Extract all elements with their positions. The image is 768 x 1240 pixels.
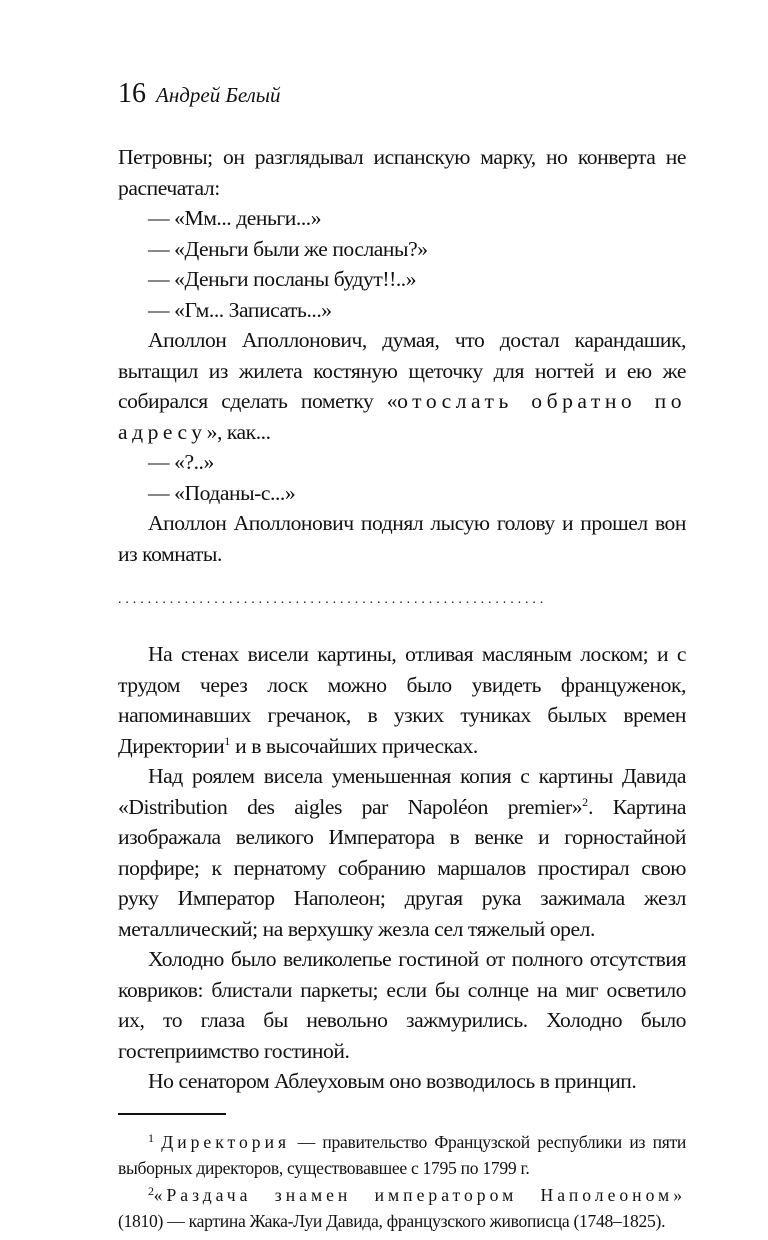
footnote [118, 1182, 686, 1235]
running-header [118, 78, 686, 118]
book-page [118, 78, 686, 1235]
section-separator: .......................................................... [118, 592, 548, 607]
footnote-number: 1 [148, 1130, 154, 1145]
spaced-emphasis: отослать обратно по адресу [118, 389, 687, 444]
footnote [118, 1129, 686, 1182]
footnote-term: Директория [161, 1131, 291, 1152]
paragraph: Петровны; он разглядывал испанскую марку, но конверта не распечатал: [118, 145, 686, 200]
dialogue-line: — «Гм... Записать...» [148, 297, 332, 322]
footnote-number: 2 [148, 1183, 154, 1198]
text-fragment: и в высочайших прическах. [230, 733, 478, 758]
main-text [118, 142, 686, 1097]
dialogue-line: — «?..» [148, 450, 214, 474]
running-head-author: Андрей Белый [156, 83, 281, 107]
paragraph: Аполлон Аполлонович поднял лысую голову и прошел вон из комнаты. [118, 511, 686, 566]
paragraph: Холодно было великолепье гостиной от полного отсутствия ковриков: блистали паркеты; если бы солнце на миг осветило их, то глаза бы невольно зажмурились. Холодно было гостеприимство гостиной. [118, 947, 686, 1063]
paragraph [118, 761, 686, 944]
dialogue-line: — «Мм... деньги...» [148, 206, 322, 230]
paragraph: Но сенатором Аблеуховым оно возводилось в принцип. [148, 1069, 637, 1093]
paragraph [118, 639, 686, 761]
dialogue-line: — «Деньги посланы будут!!..» [148, 267, 417, 291]
dialogue-line: — «Поданы-с...» [148, 480, 296, 505]
dialogue-line: — «Деньги были же посланы?» [148, 236, 428, 261]
footnote-text: (1810) — картина Жака-Луи Давида, французского живописца (1748–1825). [118, 1211, 666, 1231]
page-number: 16 [118, 78, 146, 109]
footnote-term: «Раздача знамен императором Наполеоном» [153, 1184, 686, 1205]
text-fragment: », как... [206, 419, 271, 444]
footnote-ref: 2 [582, 794, 589, 809]
footnote-ref: 1 [224, 733, 231, 748]
text-fragment: Аполлон Аполлонович, думая, что достал карандашик, вытащил из жилета костяную щеточку для ногтей и ею же собирался сделать пометку « [118, 328, 686, 413]
text-fragment: . Картина изображала великого Императора в венке и горностайной порфире; к пернатому собранию маршалов простирал свою руку Император Наполеон; другая рука зажимала жезл металлический; на верхушку жезла сел тяжелый орел. [118, 794, 686, 941]
text-fragment: На стенах висели картины, отливая масляным лоском; и с трудом через лоск можно было увидеть француженок, напоминавших гречанок, в узких туниках былых времен Директории [118, 642, 686, 758]
footnote-text: — правительство Французской республики из пяти выборных директоров, существовавшее с 1795 по 1799 г. [118, 1131, 686, 1178]
footnote-divider [118, 1113, 226, 1115]
paragraph [118, 325, 686, 447]
footnotes [118, 1129, 686, 1235]
text-fragment: Над роялем висела уменьшенная копия с картины Давида «Distribution des aigles par Napoléon premier» [118, 764, 686, 819]
